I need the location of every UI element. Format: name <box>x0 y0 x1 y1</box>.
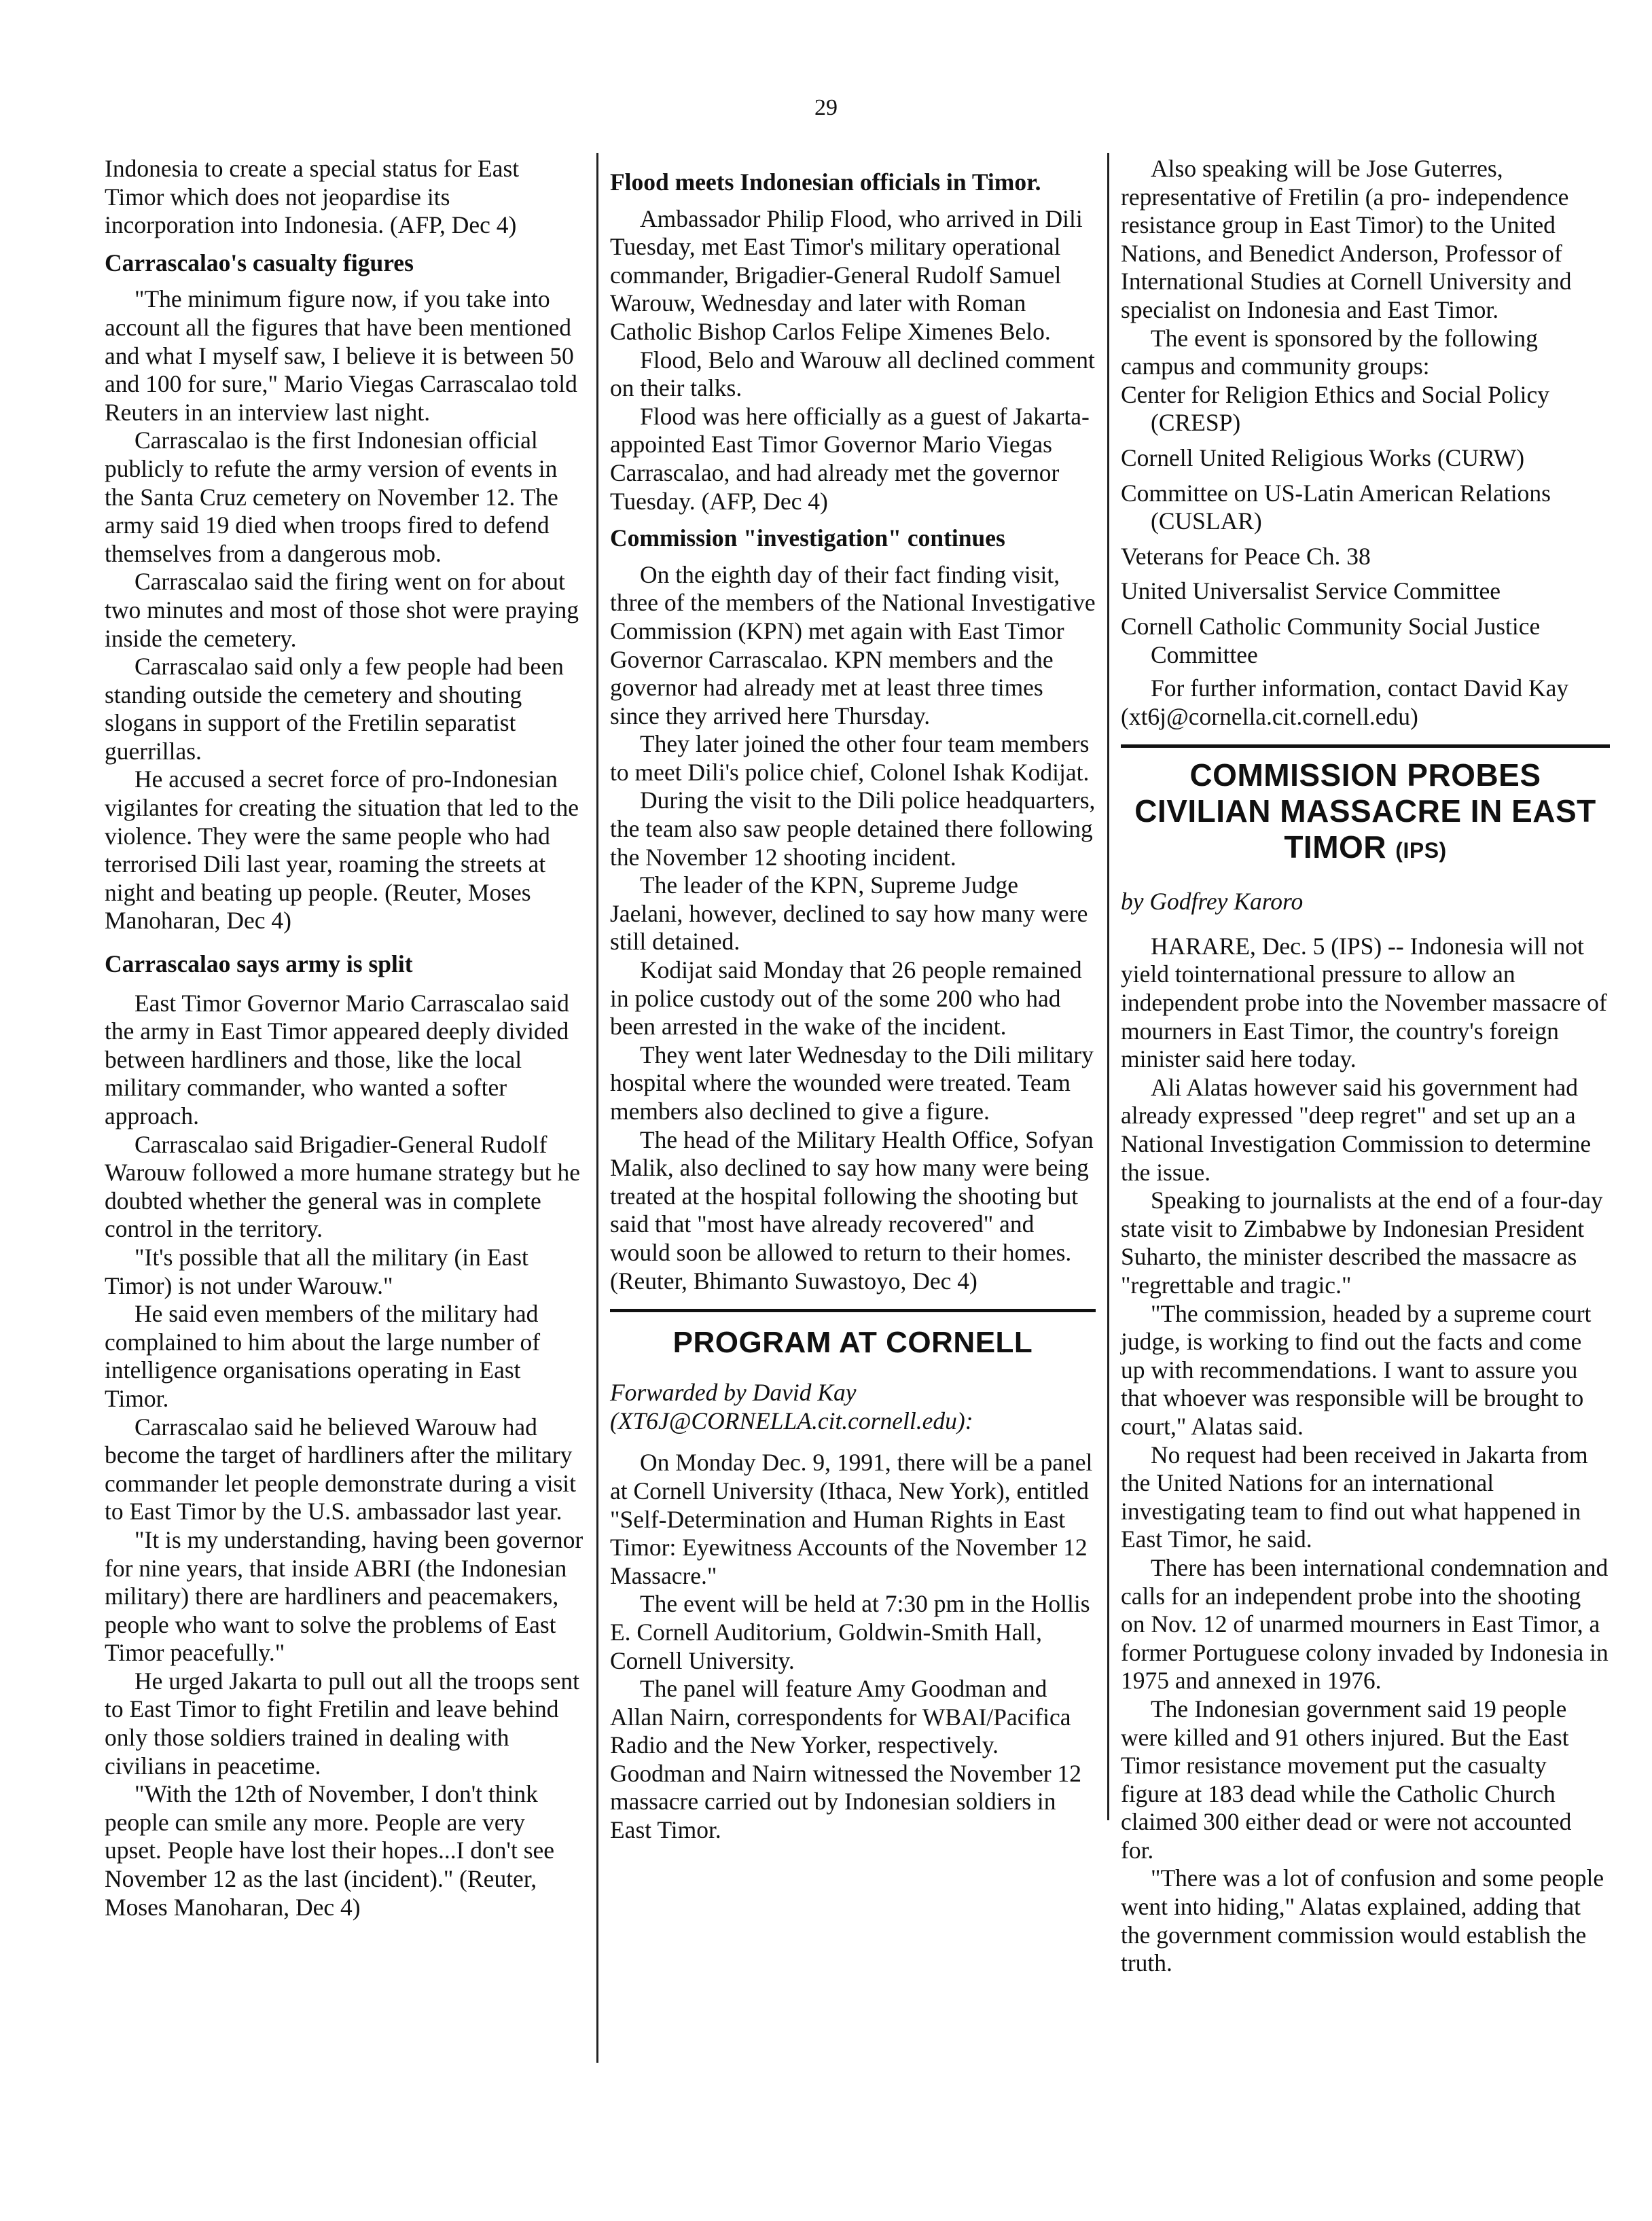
article-paragraph: He accused a secret force of pro-Indonesian vigilantes for creating the situation that led to the violence. They were the same people who had terrorised Dili last year, roaming the streets at night and beating up people. (Reuter, Moses Manoharan, Dec 4) <box>105 765 579 935</box>
article-paragraph: The head of the Military Health Office, Sofyan Malik, also declined to say how many were being treated at the hospital following the shooting but said that "most have already recovered" and would soon be allowed to return to their homes. (Reuter, Bhimanto Suwastoyo, Dec 4) <box>610 1125 1094 1295</box>
column-divider <box>596 153 598 2063</box>
article-paragraph: "It's possible that all the military (in East Timor) is not under Warouw." <box>105 1243 528 1299</box>
section-heading: Flood meets Indonesian officials in Timor. <box>610 168 1041 196</box>
article-paragraph: The panel will feature Amy Goodman and Allan Nairn, correspondents for WBAI/Pacifica Radio and the New Yorker, respectively. Goodman and Nairn witnessed the November 12 massacre carried out by Indonesian soldiers in East Timor. <box>610 1675 1082 1844</box>
section-heading: Carrascalao says army is split <box>105 950 413 978</box>
list-item: Veterans for Peace Ch. 38 <box>1121 542 1371 570</box>
article-paragraph: Carrascalao said only a few people had been standing outside the cemetery and shouting slogans in support of the Fretilin separatist guerrillas. <box>105 653 564 765</box>
article-paragraph: During the visit to the Dili police headquarters, the team also saw people detained there following the November 12 shooting incident. <box>610 787 1096 871</box>
article-paragraph: Carrascalao said the firing went on for about two minutes and most of those shot were praying inside the cemetery. <box>105 568 579 652</box>
byline: Forwarded by David Kay <box>610 1379 857 1407</box>
article-paragraph: Ambassador Philip Flood, who arrived in Dili Tuesday, met East Timor's military operational commander, Brigadier-General Rudolf Samuel Warouw, Wednesday and later with Roman Catholic Bishop Carlos Felipe Ximenes Belo. <box>610 204 1083 345</box>
page-number: 29 <box>814 95 838 120</box>
article-paragraph: Also speaking will be Jose Guterres, representative of Fretilin (a pro- independence resistance group in East Timor) to the United Nations, and Benedict Anderson, Professor of International Studies at Cornell University and specialist on Indonesia and East Timor. <box>1121 155 1572 323</box>
article-paragraph: He said even members of the military had complained to him about the large number of intelligence organisations operating in East Timor. <box>105 1300 541 1412</box>
article-paragraph: The leader of the KPN, Supreme Judge Jaelani, however, declined to say how many were still detained. <box>610 871 1088 956</box>
article-paragraph: There has been international condemnation and calls for an independent probe into the shooting on Nov. 12 of unarmed mourners in East Timor, a former Portuguese colony invaded by Indonesia in 1975 and annexed in 1976. <box>1121 1553 1609 1695</box>
article-paragraph: Ali Alatas however said his government had already expressed "deep regret" and set up an a National Investigation Commission to determine the issue. <box>1121 1073 1592 1186</box>
column-right <box>1121 155 1610 1978</box>
article-paragraph: He urged Jakarta to pull out all the troops sent to East Timor to fight Fretilin and leave behind only those soldiers trained in dealing with civilians in peacetime. <box>105 1667 579 1780</box>
article-paragraph: The Indonesian government said 19 people were killed and 91 others injured. But the East Timor resistance movement put the casualty figure at 183 dead while the Catholic Church claimed 300 either dead or were not accounted for. <box>1121 1695 1572 1864</box>
section-rule <box>1121 744 1610 748</box>
list-item: Cornell United Religious Works (CURW) <box>1121 444 1525 471</box>
column-divider <box>1107 153 1109 1820</box>
article-paragraph: Flood, Belo and Warouw all declined comment on their talks. <box>610 346 1095 402</box>
column-middle <box>610 155 1096 1845</box>
article-paragraph: They went later Wednesday to the Dili military hospital where the wounded were treated. Team members also declined to give a figure. <box>610 1041 1094 1125</box>
section-rule <box>610 1309 1096 1312</box>
article-paragraph: "There was a lot of confusion and some people went into hiding," Alatas explained, adding that the government commission would establish the truth. <box>1121 1864 1604 1977</box>
article-banner: PROGRAM AT CORNELL <box>672 1326 1033 1360</box>
article-paragraph: The event will be held at 7:30 pm in the Hollis E. Cornell Auditorium, Goldwin-Smith Hall, Cornell University. <box>610 1590 1090 1674</box>
list-item: Cornell Catholic Community Social Justice Committee <box>1121 612 1541 668</box>
article-banner <box>1121 757 1610 869</box>
article-paragraph: Carrascalao said he believed Warouw had become the target of hardliners after the military commander let people demonstrate during a visit to East Timor by the U.S. ambassador last year. <box>105 1413 577 1525</box>
byline: by Godfrey Karoro <box>1121 888 1304 916</box>
banner-title: COMMISSION PROBES CIVILIAN MASSACRE IN EAST TIMOR <box>1134 757 1596 865</box>
article-paragraph: They later joined the other four team members to meet Dili's police chief, Colonel Ishak Kodijat. <box>610 730 1090 786</box>
column-left <box>105 155 583 1921</box>
article-paragraph: East Timor Governor Mario Carrascalao said the army in East Timor appeared deeply divided between hardliners and those, like the local military commander, who wanted a softer approach. <box>105 989 569 1130</box>
article-paragraph: On the eighth day of their fact finding visit, three of the members of the National Investigative Commission (KPN) met again with East Timor Governor Carrascalao. KPN members and the governor had already met at least three times since they arrived here Thursday. <box>610 560 1096 729</box>
byline-email: (XT6J@CORNELLA.cit.cornell.edu): <box>610 1407 973 1434</box>
list-item: United Universalist Service Committee <box>1121 577 1501 605</box>
section-heading: Carrascalao's casualty figures <box>105 249 414 276</box>
article-paragraph: "The commission, headed by a supreme court judge, is working to find out the facts and come up with recommendations. I want to assure you that whoever was responsible will be brought to court," Alatas said. <box>1121 1299 1592 1440</box>
article-paragraph: Carrascalao said Brigadier-General Rudolf Warouw followed a more humane strategy but he doubted whether the general was in complete control in the territory. <box>105 1130 581 1243</box>
list-item: Committee on US-Latin American Relations (CUSLAR) <box>1121 479 1551 535</box>
article-paragraph: HARARE, Dec. 5 (IPS) -- Indonesia will not yield tointernational pressure to allow an independent probe into the November massacre of mourners in East Timor, the country's foreign minister said here today. <box>1121 932 1607 1073</box>
section-heading: Commission "investigation" continues <box>610 524 1005 552</box>
sponsor-list <box>1121 381 1610 669</box>
article-paragraph: No request had been received in Jakarta from the United Nations for an international investigating team to find out what happened in East Timor, he said. <box>1121 1441 1588 1553</box>
article-paragraph: Flood was here officially as a guest of Jakarta-appointed East Timor Governor Mario Viegas Carrascalao, and had already met the governor Tuesday. (AFP, Dec 4) <box>610 402 1090 515</box>
article-paragraph: For further information, contact David Kay (xt6j@cornella.cit.cornell.edu) <box>1121 674 1569 730</box>
article-paragraph: Indonesia to create a special status for East Timor which does not jeopardise its incorporation into Indonesia. (AFP, Dec 4) <box>105 155 520 239</box>
article-paragraph: Kodijat said Monday that 26 people remained in police custody out of the some 200 who had been arrested in the wake of the incident. <box>610 956 1082 1041</box>
article-paragraph: On Monday Dec. 9, 1991, there will be a panel at Cornell University (Ithaca, New York), entitled "Self-Determination and Human Rights in East Timor: Eyewitness Accounts of the November 12 Massacre." <box>610 1449 1093 1589</box>
article-paragraph: "The minimum figure now, if you take into account all the figures that have been mentioned and what I myself saw, I believe it is between 50 and 100 for sure," Mario Viegas Carrascalao told Reuters in an interview last night. <box>105 285 577 426</box>
banner-source: (IPS) <box>1395 838 1447 863</box>
article-paragraph: Carrascalao is the first Indonesian official publicly to refute the army version of events in the Santa Cruz cemetery on November 12. The army said 19 died when troops fired to defend themselves from a dangerous mob. <box>105 427 558 567</box>
article-paragraph: "It is my understanding, having been governor for nine years, that inside ABRI (the Indonesian military) there are hardliners and peacemakers, people who want to solve the problems of East Timor peacefully." <box>105 1525 583 1667</box>
article-paragraph: "With the 12th of November, I don't think people can smile any more. People are very upset. People have lost their hopes...I don't see November 12 as the last (incident)." (Reuter, Moses Manoharan, Dec 4) <box>105 1780 555 1921</box>
list-item: Center for Religion Ethics and Social Policy (CRESP) <box>1121 380 1549 437</box>
article-paragraph: The event is sponsored by the following campus and community groups: <box>1121 324 1538 380</box>
article-paragraph: Speaking to journalists at the end of a four-day state visit to Zimbabwe by Indonesian President Suharto, the minister described the massacre as "regrettable and tragic." <box>1121 1187 1603 1299</box>
